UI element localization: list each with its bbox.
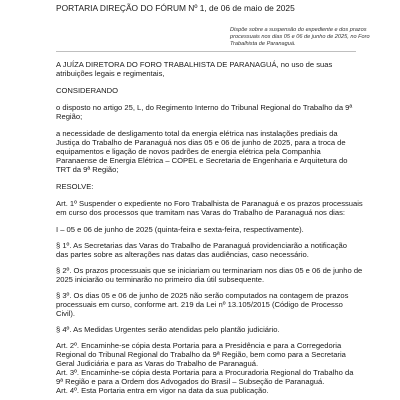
ementa [230,27,380,48]
art1-line: em curso dos processos que tramitam nas Varas do Trabalho de Paranaguá nos dias: [56,208,346,217]
considerando-2-line: TRT da 9ª Região; [56,165,119,174]
considerando-1-line: Região; [56,112,83,121]
art1-item: I – 05 e 06 de junho de 2025 (quinta-feira e sexta-feira, respectivamente). [56,225,304,234]
art2-line: Regional do Tribunal Regional do Trabalho da 9ª Região, bem como para a Secretaria [56,350,346,359]
paragraph-3-line: Civil). [56,309,75,318]
considerando-2-line: a necessidade de desligamento total da energia elétrica nas instalações prediais da [56,129,338,138]
art3-line: Art. 3º. Encaminhe-se cópia desta Portaria para a Procuradoria Regional do Trabalho da [56,368,354,377]
paragraph-3-line: processuais em curso, conforme art. 219 da Lei nº 13.105/2015 (Código de Processo [56,300,343,309]
considerando-heading: CONSIDERANDO [56,86,119,95]
considerando-2-line: Justiça do Trabalho de Paranaguá nos dias 05 e 06 de junho de 2025, para a troca de [56,138,346,147]
considerando-2-line: equipamentos e ligação de novos padrões de energia elétrica pela Companhia [56,147,321,156]
intro-line: atribuições legais e regimentais, [56,69,165,78]
intro-line: A JUÍZA DIRETORA DO FORO TRABALHISTA DE PARANAGUÁ, no uso de suas [56,60,333,69]
paragraph-3-line: § 3º. Os dias 05 e 06 de junho de 2025 não serão computados na contagem de prazos [56,291,349,300]
resolve-heading: RESOLVE: [56,182,94,191]
portaria-title: PORTARIA DIREÇÃO DO FÓRUM Nº 1, de 06 de maio de 2025 [56,3,295,13]
art1-line: Art. 1º Suspender o expediente no Foro Trabalhista de Paranaguá e os prazos processuais [56,199,363,208]
paragraph-1-line: § 1º. As Secretarias das Varas do Trabalho de Paranaguá providenciarão a notificação [56,241,347,250]
considerando-2-line: Paranaense de Energia Elétrica – COPEL e Secretaria de Engenharia e Arquitetura do [56,156,348,165]
considerando-1-line: o disposto no artigo 25, L, do Regimento Interno do Tribunal Regional do Trabalho da 9ª [56,103,353,112]
paragraph-2-line: 2025 iniciarão ou terminarão no primeiro dia útil subsequente. [56,275,265,284]
art2-line: Art. 2º. Encaminhe-se cópia desta Portaria para a Presidência e para a Corregedoria [56,341,342,350]
divider [56,51,356,52]
art3-line: 9ª Região e para a Ordem dos Advogados do Brasil – Subseção de Paranaguá. [56,377,325,386]
ementa-line: Trabalhista de Paranaguá. [230,41,296,47]
ementa-line: processuais nos dias 05 e 06 de junho de 2025, no Foro [230,34,370,40]
paragraph-1-line: das partes sobre as alterações nas datas das audiências, caso necessário. [56,250,309,259]
paragraph-4: § 4º. As Medidas Urgentes serão atendidas pelo plantão judiciário. [56,325,280,334]
art2-line: Geral Judiciária e para as Varas do Trabalho de Paranaguá. [56,359,259,368]
ementa-line: Dispõe sobre a suspensão do expediente e dos prazos [230,27,367,33]
paragraph-2-line: § 2º. Os prazos processuais que se iniciariam ou terminariam nos dias 05 e 06 de junho de [56,266,363,275]
art4: Art. 4º. Esta Portaria entra em vigor na data da sua publicação. [56,386,269,395]
